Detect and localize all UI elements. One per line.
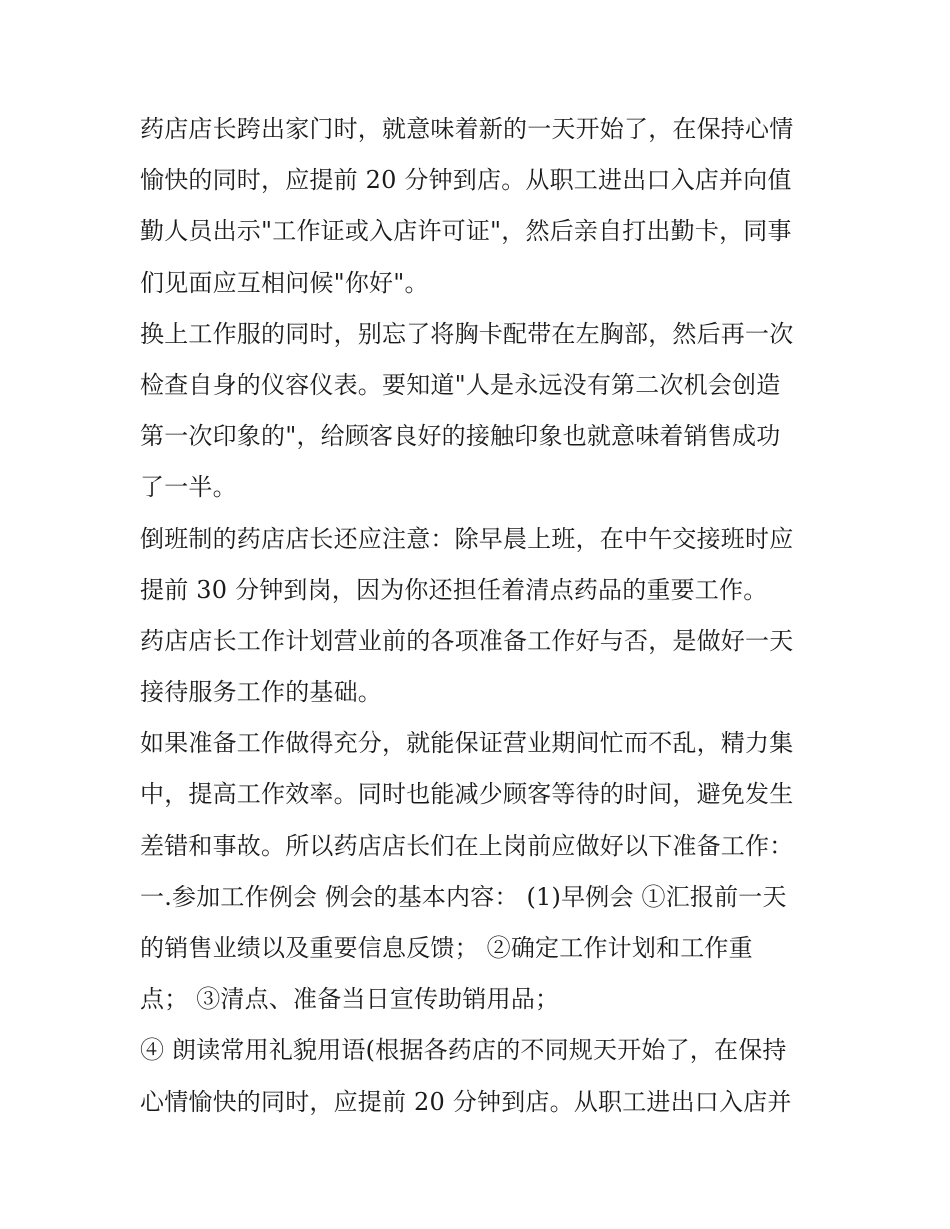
text-line: 点； ③清点、准备当日宣传助销用品； bbox=[140, 985, 560, 1014]
text-line: 接待服务工作的基础。 bbox=[140, 678, 382, 707]
text-line: ④ 朗读常用礼貌用语(根据各药店的不同规天开始了，在保持 bbox=[140, 1036, 787, 1065]
text-line: 倒班制的药店店长还应注意：除早晨上班，在中午交接班时应 bbox=[140, 524, 794, 553]
text-line: 愉快的同时，应提前 20 分钟到店。从职工进出口入店并向值 bbox=[140, 166, 792, 195]
document-body bbox=[140, 104, 820, 1128]
text-line: 换上工作服的同时，别忘了将胸卡配带在左胸部，然后再一次 bbox=[140, 319, 794, 348]
text-line: 的销售业绩以及重要信息反馈； ②确定工作计划和工作重 bbox=[140, 934, 753, 962]
text-line: 药店店长工作计划营业前的各项准备工作好与否，是做好一天 bbox=[140, 626, 794, 655]
text-line: 提前 30 分钟到岗，因为你还担任着清点药品的重要工作。 bbox=[140, 575, 768, 604]
text-line: 如果准备工作做得充分，就能保证营业期间忙而不乱，精力集 bbox=[140, 729, 794, 758]
text-line: 了一半。 bbox=[140, 473, 237, 502]
text-line: 勤人员出示"工作证或入店许可证"，然后亲自打出勤卡，同事 bbox=[140, 217, 792, 246]
text-line: 中，提高工作效率。同时也能减少顾客等待的时间，避免发生 bbox=[140, 780, 794, 809]
text-line: 一.参加工作例会 例会的基本内容： (1)早例会 ①汇报前一天 bbox=[140, 882, 787, 911]
text-line: 们见面应互相问候"你好"。 bbox=[140, 268, 429, 297]
text-line: 药店店长跨出家门时，就意味着新的一天开始了，在保持心情 bbox=[140, 115, 794, 143]
text-line: 心情愉快的同时，应提前 20 分钟到店。从职工进出口入店并 bbox=[140, 1087, 792, 1116]
text-line: 第一次印象的"，给顾客良好的接触印象也就意味着销售成功 bbox=[140, 422, 781, 451]
text-line: 差错和事故。所以药店店长们在上岗前应做好以下准备工作： bbox=[140, 831, 794, 860]
text-line: 检查自身的仪容仪表。要知道"人是永远没有第二次机会创造 bbox=[140, 370, 781, 399]
